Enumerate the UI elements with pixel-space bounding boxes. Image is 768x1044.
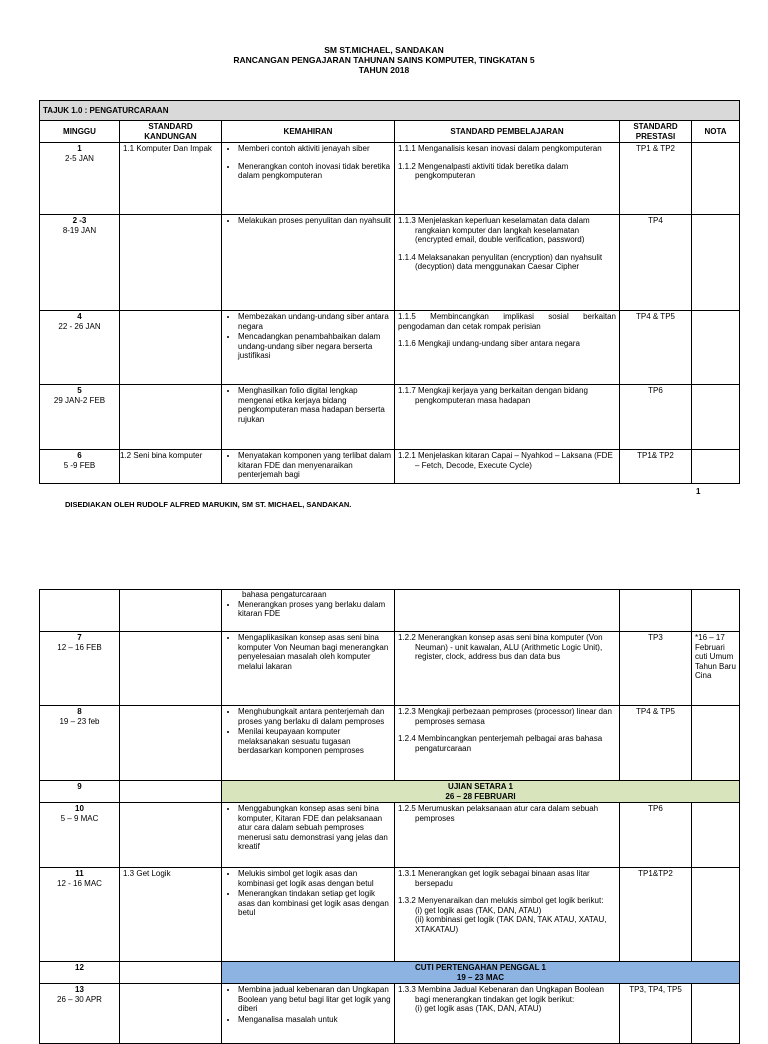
learning-standard: 1.2.2 Menerangkan konsep asas seni bina komputer (Von Neuman) - unit kawalan, ALU (Arithmetic Logic Unit), register, clock, address bus dan data bus (398, 633, 603, 661)
skill-item: • Melukis simbol get logik asas dan kombinasi get logik asas dengan betul (238, 869, 391, 888)
holiday-title: CUTI PERTENGAHAN PENGGAL 1 (415, 963, 546, 972)
skill-item: • Menilai keupayaan komputer melaksanakan sesuatu tugasan berdasarkan komponen pemproses (238, 727, 391, 756)
week-date: 5 – 9 MAC (60, 813, 99, 823)
plan-year: TAHUN 2018 (358, 65, 410, 75)
topic-title: TAJUK 1.0 : PENGATURCARAAN (40, 101, 740, 121)
week-number: 10 (75, 804, 84, 813)
table-row (40, 450, 740, 484)
performance-standard: TP4 (620, 215, 692, 311)
skill-item: • Menyatakan komponen yang terlibat dalam kitaran FDE dan menyenaraikan penterjemah bagi (238, 451, 391, 480)
gate-list-item: (i) get logik asas (TAK, DAN, ATAU) (415, 905, 542, 915)
nota (692, 385, 740, 450)
standard-kandungan: 1.1 Komputer Dan Impak (120, 143, 222, 215)
skill-continuation: bahasa pengaturcaraan (242, 590, 327, 599)
table-row (40, 706, 740, 781)
performance-standard: TP6 (620, 385, 692, 450)
table-row (40, 962, 740, 984)
nota (692, 450, 740, 484)
week-number: 9 (40, 781, 120, 803)
week-number: 7 (77, 633, 82, 642)
col-standard-kandungan: STANDARD KANDUNGAN (120, 121, 222, 143)
plan-table-page-1 (39, 100, 740, 484)
week-date: 8-19 JAN (62, 225, 97, 235)
skill-item: • Memberi contoh aktiviti jenayah siber (238, 144, 391, 154)
skill-item: • Menerangkan tindakan setiap get logik asas dan kombinasi get logik asas dengan betul (238, 889, 391, 918)
performance-standard: TP4 & TP5 (620, 706, 692, 781)
gate-list-item: (i) get logik asas (TAK, DAN, ATAU) (415, 1004, 542, 1013)
table-row (40, 803, 740, 868)
nota (692, 143, 740, 215)
table-row (40, 781, 740, 803)
week-date: 2-5 JAN (65, 153, 94, 163)
learning-standard: 1.1.4 Melaksanakan penyulitan (encryption) dan nyahsulit (decyption) data menggunakan Caesar Cipher (398, 252, 603, 271)
skill-item: • Menggabungkan konsep asas seni bina komputer, Kitaran FDE dan pelaksanaan atur cara dalam sebuah pemproses menerusi satu demonstrasi yang jelas dan kreatif (238, 804, 391, 852)
skill-item: • Mencadangkan penambahbaikan dalam undang-undang siber negara berserta justifikasi (238, 332, 391, 361)
table-row (40, 215, 740, 311)
skill-item: • Menerangkan contoh inovasi tidak beretika dalam pengkomputeran (238, 162, 391, 181)
learning-standard: 1.3.1 Menerangkan get logik sebagai binaan asas litar bersepadu (398, 869, 590, 888)
performance-standard: TP1&TP2 (620, 868, 692, 962)
week-date: 5 -9 FEB (63, 460, 96, 470)
table-row (40, 632, 740, 706)
week-number: 12 (40, 962, 120, 984)
col-standard-pembelajaran: STANDARD PEMBELAJARAN (395, 121, 620, 143)
learning-standard: 1.2.5 Merumuskan pelaksanaan atur cara dalam sebuah pemproses (398, 804, 599, 823)
col-nota: NOTA (692, 121, 740, 143)
learning-standard: 1.1.3 Menjelaskan keperluan keselamatan data dalam rangkaian komputer dan langkah keselamatan (encrypted email, double verification, password) (398, 216, 590, 244)
skill-item: • Melakukan proses penyulitan dan nyahsulit (238, 216, 391, 226)
nota (692, 215, 740, 311)
table-row (40, 143, 740, 215)
skill-item: • Mengaplikasikan konsep asas seni bina komputer Von Neuman bagi menerangkan penyelesaian masalah oleh komputer melalui lakaran (238, 633, 391, 671)
plan-title: RANCANGAN PENGAJARAN TAHUNAN SAINS KOMPUTER, TINGKATAN 5 (233, 55, 535, 65)
week-date: 29 JAN-2 FEB (53, 395, 106, 405)
skill-item: • Menghasilkan folio digital lengkap mengenai etika kerjaya bidang pengkomputeran masa hadapan berserta rujukan (238, 386, 391, 424)
week-number: 2 -3 (72, 216, 87, 225)
learning-standard: 1.2.1 Menjelaskan kitaran Capai – Nyahkod – Laksana (FDE – Fetch, Decode, Execute Cycle) (398, 451, 613, 470)
performance-standard: TP4 & TP5 (620, 311, 692, 385)
learning-standard: 1.1.1 Menganalisis kesan inovasi dalam pengkomputeran (398, 144, 602, 153)
standard-kandungan (120, 311, 222, 385)
gate-list-item: (ii) kombinasi get logik (TAK DAN, TAK ATAU, XATAU, XTAKATAU) (415, 915, 607, 934)
week-number: 1 (77, 144, 82, 153)
performance-standard: TP6 (620, 803, 692, 868)
page-number: 1 (696, 487, 701, 496)
week-number: 13 (75, 985, 84, 994)
learning-standard: 1.3.3 Membina Jadual Kebenaran dan Ungkapan Boolean bagi menerangkan tindakan get logik berikut: (398, 985, 604, 1004)
holiday-date: 19 – 23 MAC (456, 972, 505, 982)
learning-standard: 1.2.3 Mengkaji perbezaan pemproses (processor) linear dan pemproses semasa (398, 707, 612, 726)
week-number: 4 (77, 312, 82, 321)
skill-item: • Menghubungkait antara penterjemah dan proses yang berlaku di dalam pemproses (238, 707, 391, 726)
school-name: SM ST.MICHAEL, SANDAKAN (324, 45, 444, 55)
learning-standard: 1.2.4 Membincangkan penterjemah pelbagai aras bahasa pengaturcaraan (398, 734, 603, 753)
standard-kandungan: 1.2 Seni bina komputer (120, 450, 222, 484)
exam-date: 26 – 28 FEBRUARI (445, 791, 516, 801)
table-row (40, 311, 740, 385)
learning-standard: 1.3.2 Menyenaraikan dan melukis simbol get logik berikut: (398, 896, 604, 905)
learning-standard: 1.1.7 Mengkaji kerjaya yang berkaitan dengan bidang pengkomputeran masa hadapan (398, 386, 588, 405)
week-date: 12 – 16 FEB (57, 642, 102, 652)
standard-kandungan (120, 385, 222, 450)
week-date: 12 - 16 MAC (57, 878, 102, 888)
performance-standard: TP1& TP2 (620, 450, 692, 484)
table-row (40, 385, 740, 450)
performance-standard: TP3 (620, 632, 692, 706)
exam-band (222, 781, 740, 803)
learning-standard: 1.1.2 Mengenalpasti aktiviti tidak beretika dalam pengkomputeran (398, 161, 569, 180)
nota (692, 311, 740, 385)
col-standard-prestasi: STANDARD PRESTASI (620, 121, 692, 143)
learning-standard: 1.1.5 Membincangkan implikasi sosial berkaitan pengodaman dan cetak rompak perisian (398, 312, 616, 331)
table-row (40, 590, 740, 632)
col-kemahiran: KEMAHIRAN (222, 121, 395, 143)
week-number: 8 (77, 707, 82, 716)
week-date: 19 – 23 feb (59, 716, 100, 726)
column-headers (40, 121, 740, 143)
table-row (40, 984, 740, 1044)
holiday-band (222, 962, 740, 984)
week-number: 6 (77, 451, 82, 460)
skill-item: • Menerangkan proses yang berlaku dalam kitaran FDE (238, 600, 391, 619)
standard-kandungan (120, 215, 222, 311)
week-number: 5 (77, 386, 82, 395)
exam-title: UJIAN SETARA 1 (448, 782, 513, 791)
nota: *16 – 17 Februari cuti Umum Tahun Baru Cina (692, 632, 740, 706)
plan-table-page-2 (39, 589, 740, 1044)
week-date: 22 - 26 JAN (58, 321, 101, 331)
col-minggu: MINGGU (40, 121, 120, 143)
table-row (40, 868, 740, 962)
document-header (0, 45, 768, 75)
footer-credit: DISEDIAKAN OLEH RUDOLF ALFRED MARUKIN, SM ST. MICHAEL, SANDAKAN. (65, 500, 352, 509)
skill-item: • Menganalisa masalah untuk (238, 1015, 391, 1025)
week-number: 11 (75, 869, 84, 878)
skill-item: • Membezakan undang-undang siber antara negara (238, 312, 391, 331)
learning-standard: 1.1.6 Mengkaji undang-undang siber antara negara (398, 339, 580, 348)
performance-standard: TP3, TP4, TP5 (620, 984, 692, 1044)
performance-standard: TP1 & TP2 (620, 143, 692, 215)
week-date: 26 – 30 APR (57, 994, 102, 1004)
skill-item: • Membina jadual kebenaran dan Ungkapan Boolean yang betul bagi litar get logik yang diberi (238, 985, 391, 1014)
standard-kandungan: 1.3 Get Logik (120, 868, 222, 962)
